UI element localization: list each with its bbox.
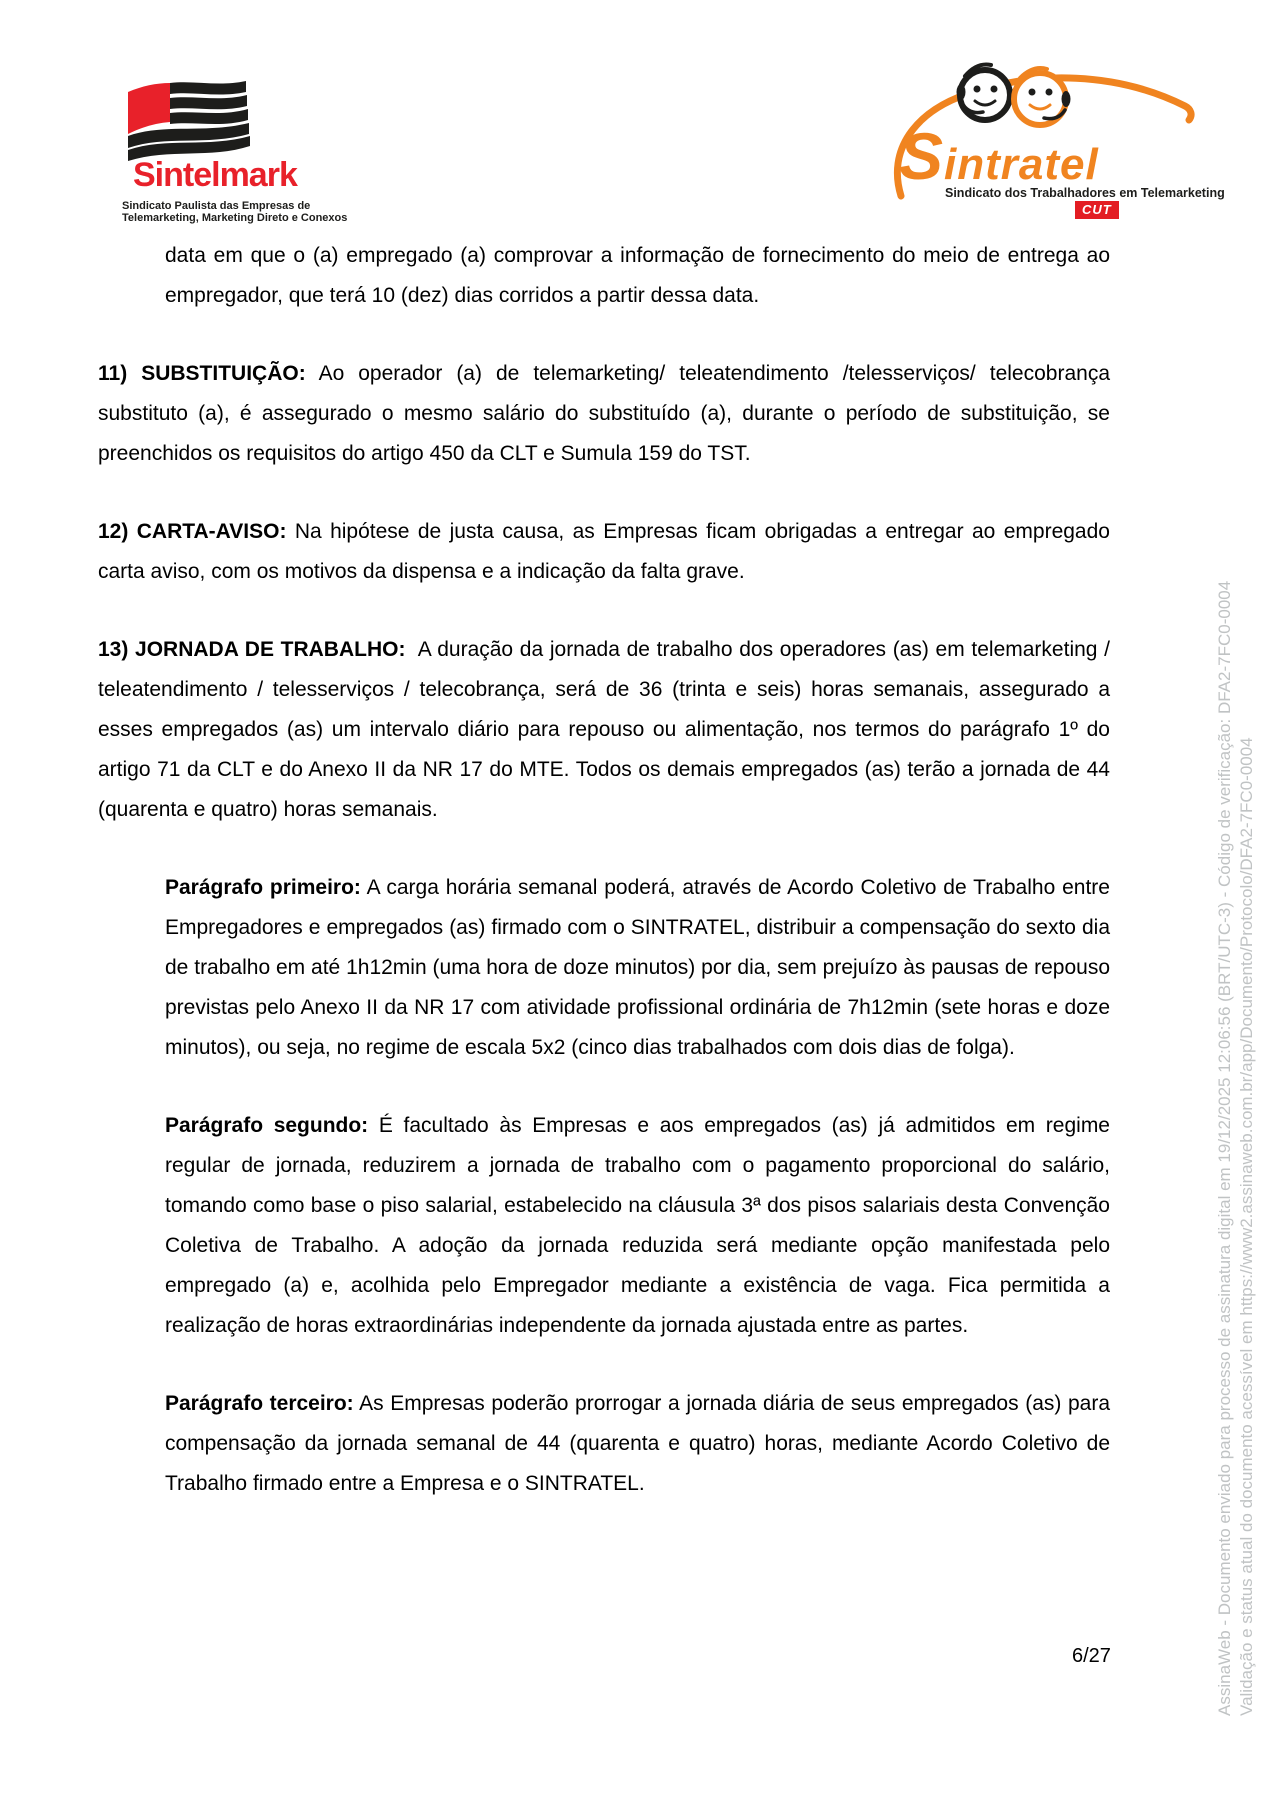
paragraph-segundo	[165, 1106, 1110, 1346]
sintelmark-wordmark: Sintelmark	[133, 156, 297, 194]
cut-badge: CUT	[1075, 201, 1119, 219]
sintelmark-subtitle-line2: Telemarketing, Marketing Direto e Conexos	[122, 212, 348, 224]
sintelmark-logo	[103, 70, 413, 230]
clause-13-title: 13) JORNADA DE TRABALHO:	[98, 638, 406, 661]
intro-text: data em que o (a) empregado (a) comprovar a informação de fornecimento do meio de entrega ao empregador, que terá 10 (dez) dias corridos a partir dessa data.	[165, 244, 1110, 307]
sintelmark-flag-icon	[118, 78, 253, 162]
clause-12-text: Na hipótese de justa causa, as Empresas ficam obrigadas a entregar ao empregado carta aviso, com os motivos da dispensa e a indicação da falta grave.	[98, 520, 1110, 583]
paragraph-primeiro	[165, 868, 1110, 1068]
signature-watermark	[1214, 238, 1258, 1716]
document-body	[98, 236, 1110, 1542]
sintratel-subtitle: Sindicato dos Trabalhadores em Telemarketing	[945, 186, 1225, 200]
paragraph-primeiro-title: Parágrafo primeiro:	[165, 876, 361, 899]
clause-11-title: 11) SUBSTITUIÇÃO:	[98, 362, 306, 385]
clause-12	[98, 512, 1110, 592]
clause-11	[98, 354, 1110, 474]
clause-13	[98, 630, 1110, 830]
watermark-line2: Validação e status atual do documento acessível em https://www2.assinaweb.com.br/app/Documento/Protocolo/DFA2-7FC0-0004	[1237, 737, 1256, 1716]
paragraph-terceiro	[165, 1384, 1110, 1504]
intro-paragraph	[165, 236, 1110, 316]
paragraph-terceiro-title: Parágrafo terceiro:	[165, 1392, 354, 1415]
paragraph-terceiro-text: As Empresas poderão prorrogar a jornada diária de seus empregados (as) para compensação da jornada semanal de 44 (quarenta e quatro) horas, mediante Acordo Coletivo de Trabalho firmado entre a Empresa e o SINTRATEL.	[165, 1392, 1111, 1495]
clause-11-text: Ao operador (a) de telemarketing/ teleatendimento /telesserviços/ telecobrança substituto (a), é assegurado o mesmo salário do substituído (a), durante o período de substituição, se preenchidos os requisitos do artigo 450 da CLT e Sumula 159 do TST.	[98, 362, 1110, 465]
sintratel-wordmark: Sintratel	[899, 119, 1099, 193]
clause-13-text: A duração da jornada de trabalho dos operadores (as) em telemarketing / teleatendimento / telesserviços / telecobrança, será de 36 (trinta e seis) horas semanais, assegurado a esses empregados (as) um intervalo diário para repouso ou alimentação, nos termos do parágrafo 1º do artigo 71 da CLT e do Anexo II da NR 17 do MTE. Todos os demais empregados (as) terão a jornada de 44 (quarenta e quatro) horas semanais.	[98, 638, 1110, 821]
sintelmark-subtitle-line1: Sindicato Paulista das Empresas de	[122, 200, 311, 212]
paragraph-segundo-text: É facultado às Empresas e aos empregados (as) já admitidos em regime regular de jornada, reduzirem a jornada de trabalho com o pagamento proporcional do salário, tomando como base o piso salarial, estabelecido na cláusula 3ª dos pisos salariais desta Convenção Coletiva de Trabalho. A adoção da jornada reduzida será mediante opção manifestada pelo empregado (a) e, acolhida pelo Empregador mediante a existência de vaga. Fica permitida a realização de horas extraordinárias independente da jornada ajustada entre as partes.	[165, 1114, 1110, 1337]
sintratel-logo	[885, 56, 1225, 231]
page-number: 6/27	[1072, 1645, 1111, 1667]
clause-12-title: 12) CARTA-AVISO:	[98, 520, 287, 543]
paragraph-primeiro-text: A carga horária semanal poderá, através de Acordo Coletivo de Trabalho entre Empregadores e empregados (as) firmado com o SINTRATEL, distribuir a compensação do sexto dia de trabalho em até 1h12min (uma hora de doze minutos) por dia, sem prejuízo às pausas de repouso previstas pelo Anexo II da NR 17 com atividade profissional ordinária de 7h12min (sete horas e doze minutos), ou seja, no regime de escala 5x2 (cinco dias trabalhados com dois dias de folga).	[165, 876, 1110, 1059]
paragraph-segundo-title: Parágrafo segundo:	[165, 1114, 369, 1137]
watermark-line1: AssinaWeb - Documento enviado para processo de assinatura digital em 19/12/2025 12:06:56 (BRT/UTC-3) - Código de verificação: DFA2-7FC0-0004	[1215, 580, 1234, 1716]
sintelmark-subtitle	[122, 200, 347, 224]
